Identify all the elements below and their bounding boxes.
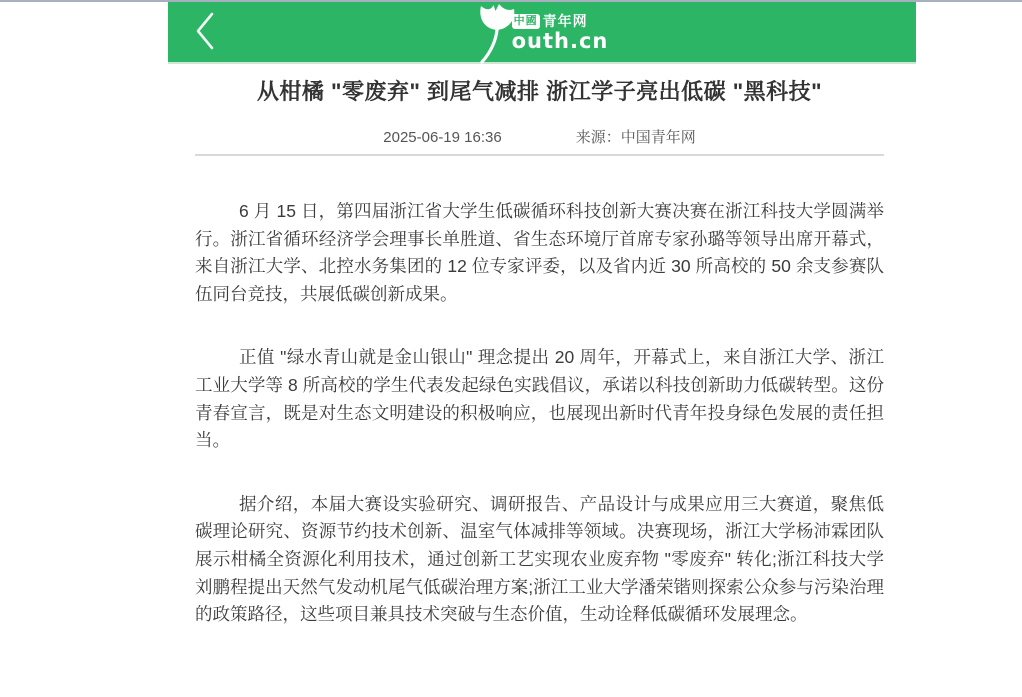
brand-wordmark: outh.cn: [511, 29, 609, 53]
article-content: [168, 77, 916, 629]
source-label: 来源：中国青年网: [575, 129, 696, 146]
app-header: [168, 2, 916, 64]
publish-date: 2025-06-19 16:36: [383, 129, 502, 146]
chevron-left-icon: [194, 11, 216, 56]
article-body: [195, 156, 884, 629]
brand-name-cn: 青年网: [542, 13, 588, 29]
article-paragraph: 正值 "绿水青山就是金山银山" 理念提出 20 周年，开幕式上，来自浙江大学、浙江工业大学等 8 所高校的学生代表发起绿色实践倡议，承诺以科技创新助力低碳转型。这份青春宣言，既是对生态文明建设的积极响应，也展现出新时代青年投身绿色发展的责任担当。: [195, 347, 884, 451]
article-meta: [195, 129, 884, 147]
article-page: [168, 2, 916, 629]
back-button[interactable]: [190, 12, 220, 54]
brand-top-row: [512, 13, 609, 29]
site-logo[interactable]: [476, 2, 609, 62]
article-paragraph: 据介绍，本届大赛设实验研究、调研报告、产品设计与成果应用三大赛道，聚焦低碳理论研究、资源节约技术创新、温室气体减排等领域。决赛现场，浙江大学杨沛霖团队展示柑橘全资源化利用技术，通过创新工艺实现农业废弃物 "零废弃" 转化;浙江科技大学刘鹏程提出天然气发动机尾气低碳治理方案;浙江工业大学潘荣锴则探索公众参与污染治理的政策路径，这些项目兼具技术突破与生态价值，生动诠释低碳循环发展理念。: [195, 493, 884, 625]
article-paragraph: 6 月 15 日，第四届浙江省大学生低碳循环科技创新大赛决赛在浙江科技大学圆满举行。浙江省循环经济学会理事长单胜道、省生态环境厅首席专家孙璐等领导出席开幕式，来自浙江大学、北控水务集团的 12 位专家评委，以及省内近 30 所高校的 50 余支参赛队伍同台竞技，共展低碳创新成果。: [195, 201, 884, 304]
page-title: 从柑橘 "零废弃" 到尾气减排 浙江学子亮出低碳 "黑科技": [256, 79, 823, 104]
brand-badge: 中國: [513, 14, 538, 27]
brand-text: [512, 2, 609, 53]
